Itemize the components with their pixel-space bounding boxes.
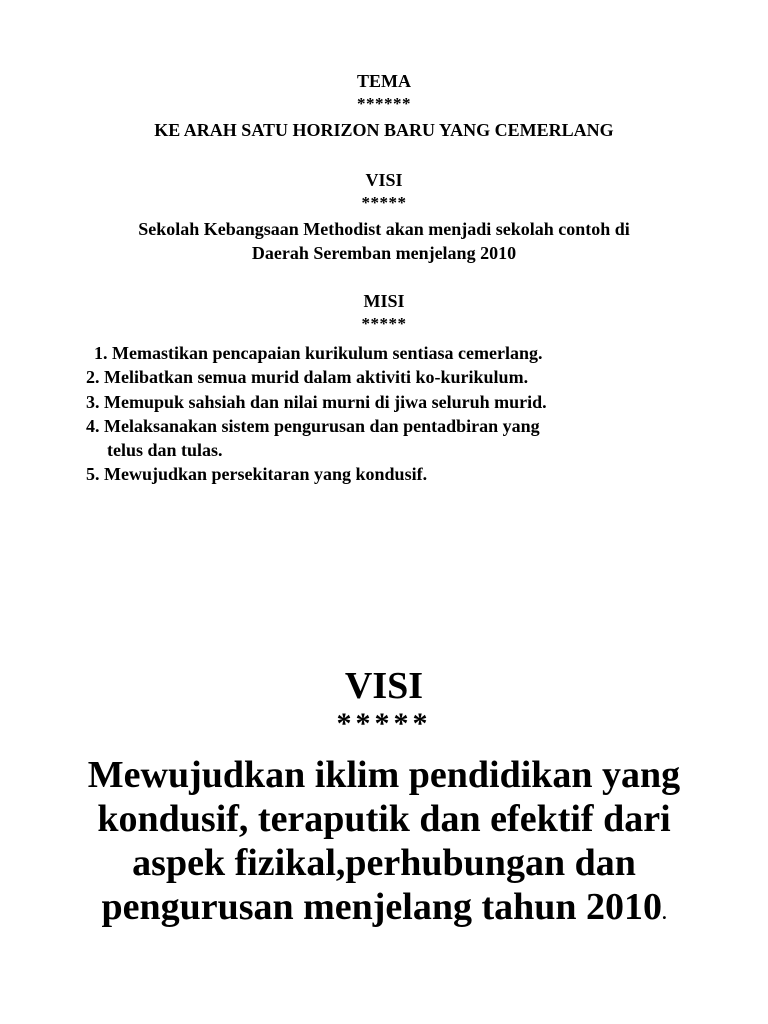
visi-heading: VISI — [365, 170, 403, 190]
visi-large-line-4 — [0, 885, 768, 935]
tema-stars: ****** — [357, 94, 411, 113]
visi-large-line-1: Mewujudkan iklim pendidikan yang — [87, 754, 681, 796]
misi-stars: ***** — [361, 314, 407, 333]
misi-heading: MISI — [363, 291, 405, 311]
visi-large-line-2: kondusif, teraputik dan efektif dari — [97, 798, 671, 840]
misi-item-1: 1. Memastikan pencapaian kurikulum sentiasa cemerlang. — [94, 343, 543, 363]
visi-text-line-2: Daerah Seremban menjelang 2010 — [251, 243, 517, 263]
tema-heading: TEMA — [357, 71, 411, 91]
misi-item-3: 3. Memupuk sahsiah dan nilai murni di jiwa seluruh murid. — [86, 391, 547, 412]
misi-item-4-line-2: telus dan tulas. — [107, 440, 223, 461]
visi-large-heading: VISI — [344, 665, 424, 707]
misi-item-4 — [86, 414, 547, 463]
misi-item-5: 5. Mewujudkan persekitaran yang kondusif. — [86, 464, 428, 485]
tema-text: KE ARAH SATU HORIZON BARU YANG CEMERLANG — [154, 120, 614, 140]
visi-stars: ***** — [361, 193, 407, 212]
misi-item-2: 2. Melibatkan semua murid dalam aktiviti ko-kurikulum. — [86, 367, 529, 388]
visi-text-line-1: Sekolah Kebangsaan Methodist akan menjadi sekolah contoh di — [138, 219, 630, 239]
visi-large-stars: ***** — [336, 707, 432, 740]
visi-large-line-4-text: pengurusan menjelang tahun 2010 — [101, 886, 663, 928]
visi-large-end-mark: . — [662, 903, 667, 923]
visi-large-text — [0, 753, 768, 935]
visi-large-line-3: aspek fizikal,perhubungan dan — [132, 842, 636, 884]
misi-item-4-line-1: 4. Melaksanakan sistem pengurusan dan pentadbiran yang — [86, 415, 540, 436]
misi-list — [86, 341, 547, 487]
